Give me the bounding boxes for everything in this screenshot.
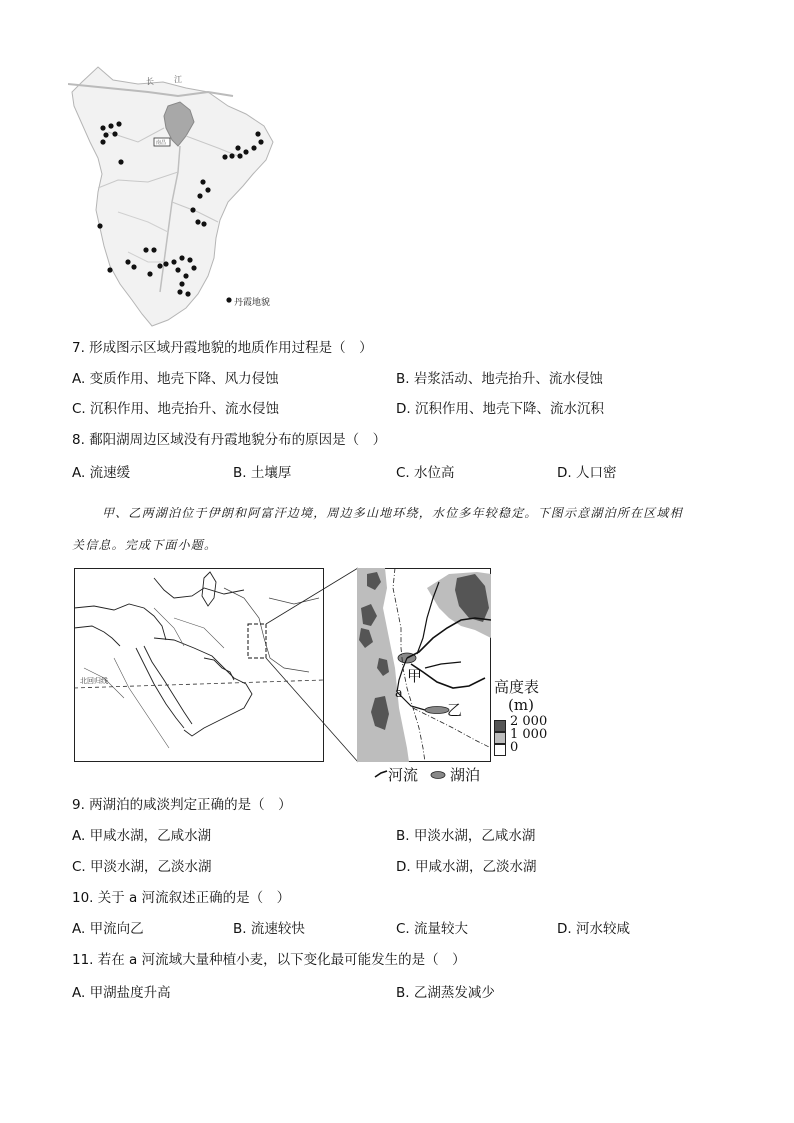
question-8-stem: 8. 鄱阳湖周边区域没有丹霞地貌分布的原因是（ ） (72, 432, 387, 448)
map1-label-yangtze: 长 (146, 77, 154, 86)
question-8-option-a[interactable]: A. 流速缓 (72, 465, 131, 481)
question-11-option-a[interactable]: A. 甲湖盐度升高 (72, 985, 171, 1001)
question-9-option-d[interactable]: D. 甲咸水湖，乙淡水湖 (396, 859, 537, 875)
map1-label-yangtze-2: 江 (174, 75, 182, 84)
question-11-option-b[interactable]: B. 乙湖蒸发减少 (396, 985, 495, 1001)
question-8-option-b[interactable]: B. 土壤厚 (233, 465, 292, 481)
lakes-detail-svg (357, 568, 491, 762)
lake-yi-label: 乙 (447, 701, 463, 719)
legend-level-1000: 1 000 (510, 727, 548, 742)
question-11-stem: 11. 若在 a 河流域大量种植小麦，以下变化最可能发生的是（ ） (72, 952, 466, 968)
question-9-stem: 9. 两湖泊的咸淡判定正确的是（ ） (72, 797, 292, 813)
lake-jia-label: 甲 (407, 667, 423, 685)
question-9-option-c[interactable]: C. 甲淡水湖，乙淡水湖 (72, 859, 212, 875)
legend-swatch-mid (494, 732, 506, 744)
river-legend-icon (374, 767, 388, 781)
river-lake-legend (374, 764, 524, 784)
legend-swatch-high (494, 720, 506, 732)
legend-swatch-low (494, 744, 506, 756)
question-7-option-c[interactable]: C. 沉积作用、地壳抬升、流水侵蚀 (72, 401, 280, 417)
map1-city-label: 南昌 (156, 140, 167, 146)
question-10-option-a[interactable]: A. 甲流向乙 (72, 921, 144, 937)
legend-level-0: 0 (510, 740, 519, 755)
legend-title: 高度表 (494, 678, 540, 696)
legend-level-2000: 2 000 (510, 714, 548, 729)
map1-legend-label: 丹霞地貌 (234, 298, 271, 308)
legend-unit: (m) (508, 696, 534, 714)
question-9-option-a[interactable]: A. 甲咸水湖，乙咸水湖 (72, 828, 212, 844)
question-7-option-d[interactable]: D. 沉积作用、地壳下降、流水沉积 (396, 401, 604, 417)
tropic-label: 北回归线 (80, 677, 108, 685)
question-10-option-b[interactable]: B. 流速较快 (233, 921, 305, 937)
question-8-option-d[interactable]: D. 人口密 (557, 465, 617, 481)
lake-legend-icon (430, 769, 446, 781)
question-8-option-c[interactable]: C. 水位高 (396, 465, 455, 481)
elevation-legend (494, 676, 574, 766)
river-a-label: a (395, 686, 403, 701)
question-10-option-d[interactable]: D. 河水较咸 (557, 921, 630, 937)
question-7-stem: 7. 形成图示区域丹霞地貌的地质作用过程是（ ） (72, 340, 373, 356)
question-7-option-b[interactable]: B. 岩浆活动、地壳抬升、流水侵蚀 (396, 371, 603, 387)
intro-line-2: 关信息。完成下面小题。 (72, 538, 218, 552)
legend-river-label: 河流 (388, 766, 419, 784)
question-9-option-b[interactable]: B. 甲淡水湖，乙咸水湖 (396, 828, 536, 844)
question-10-stem: 10. 关于 a 河流叙述正确的是（ ） (72, 890, 291, 906)
lakes-detail-map (357, 568, 491, 762)
legend-lake-label: 湖泊 (450, 766, 481, 784)
question-7-option-a[interactable]: A. 变质作用、地壳下降、风力侵蚀 (72, 371, 279, 387)
intro-line-1: 甲、乙两湖泊位于伊朗和阿富汗边境，周边多山地环绕，水位多年较稳定。下图示意湖泊所在区域相 (102, 506, 683, 520)
question-10-option-c[interactable]: C. 流量较大 (396, 921, 469, 937)
